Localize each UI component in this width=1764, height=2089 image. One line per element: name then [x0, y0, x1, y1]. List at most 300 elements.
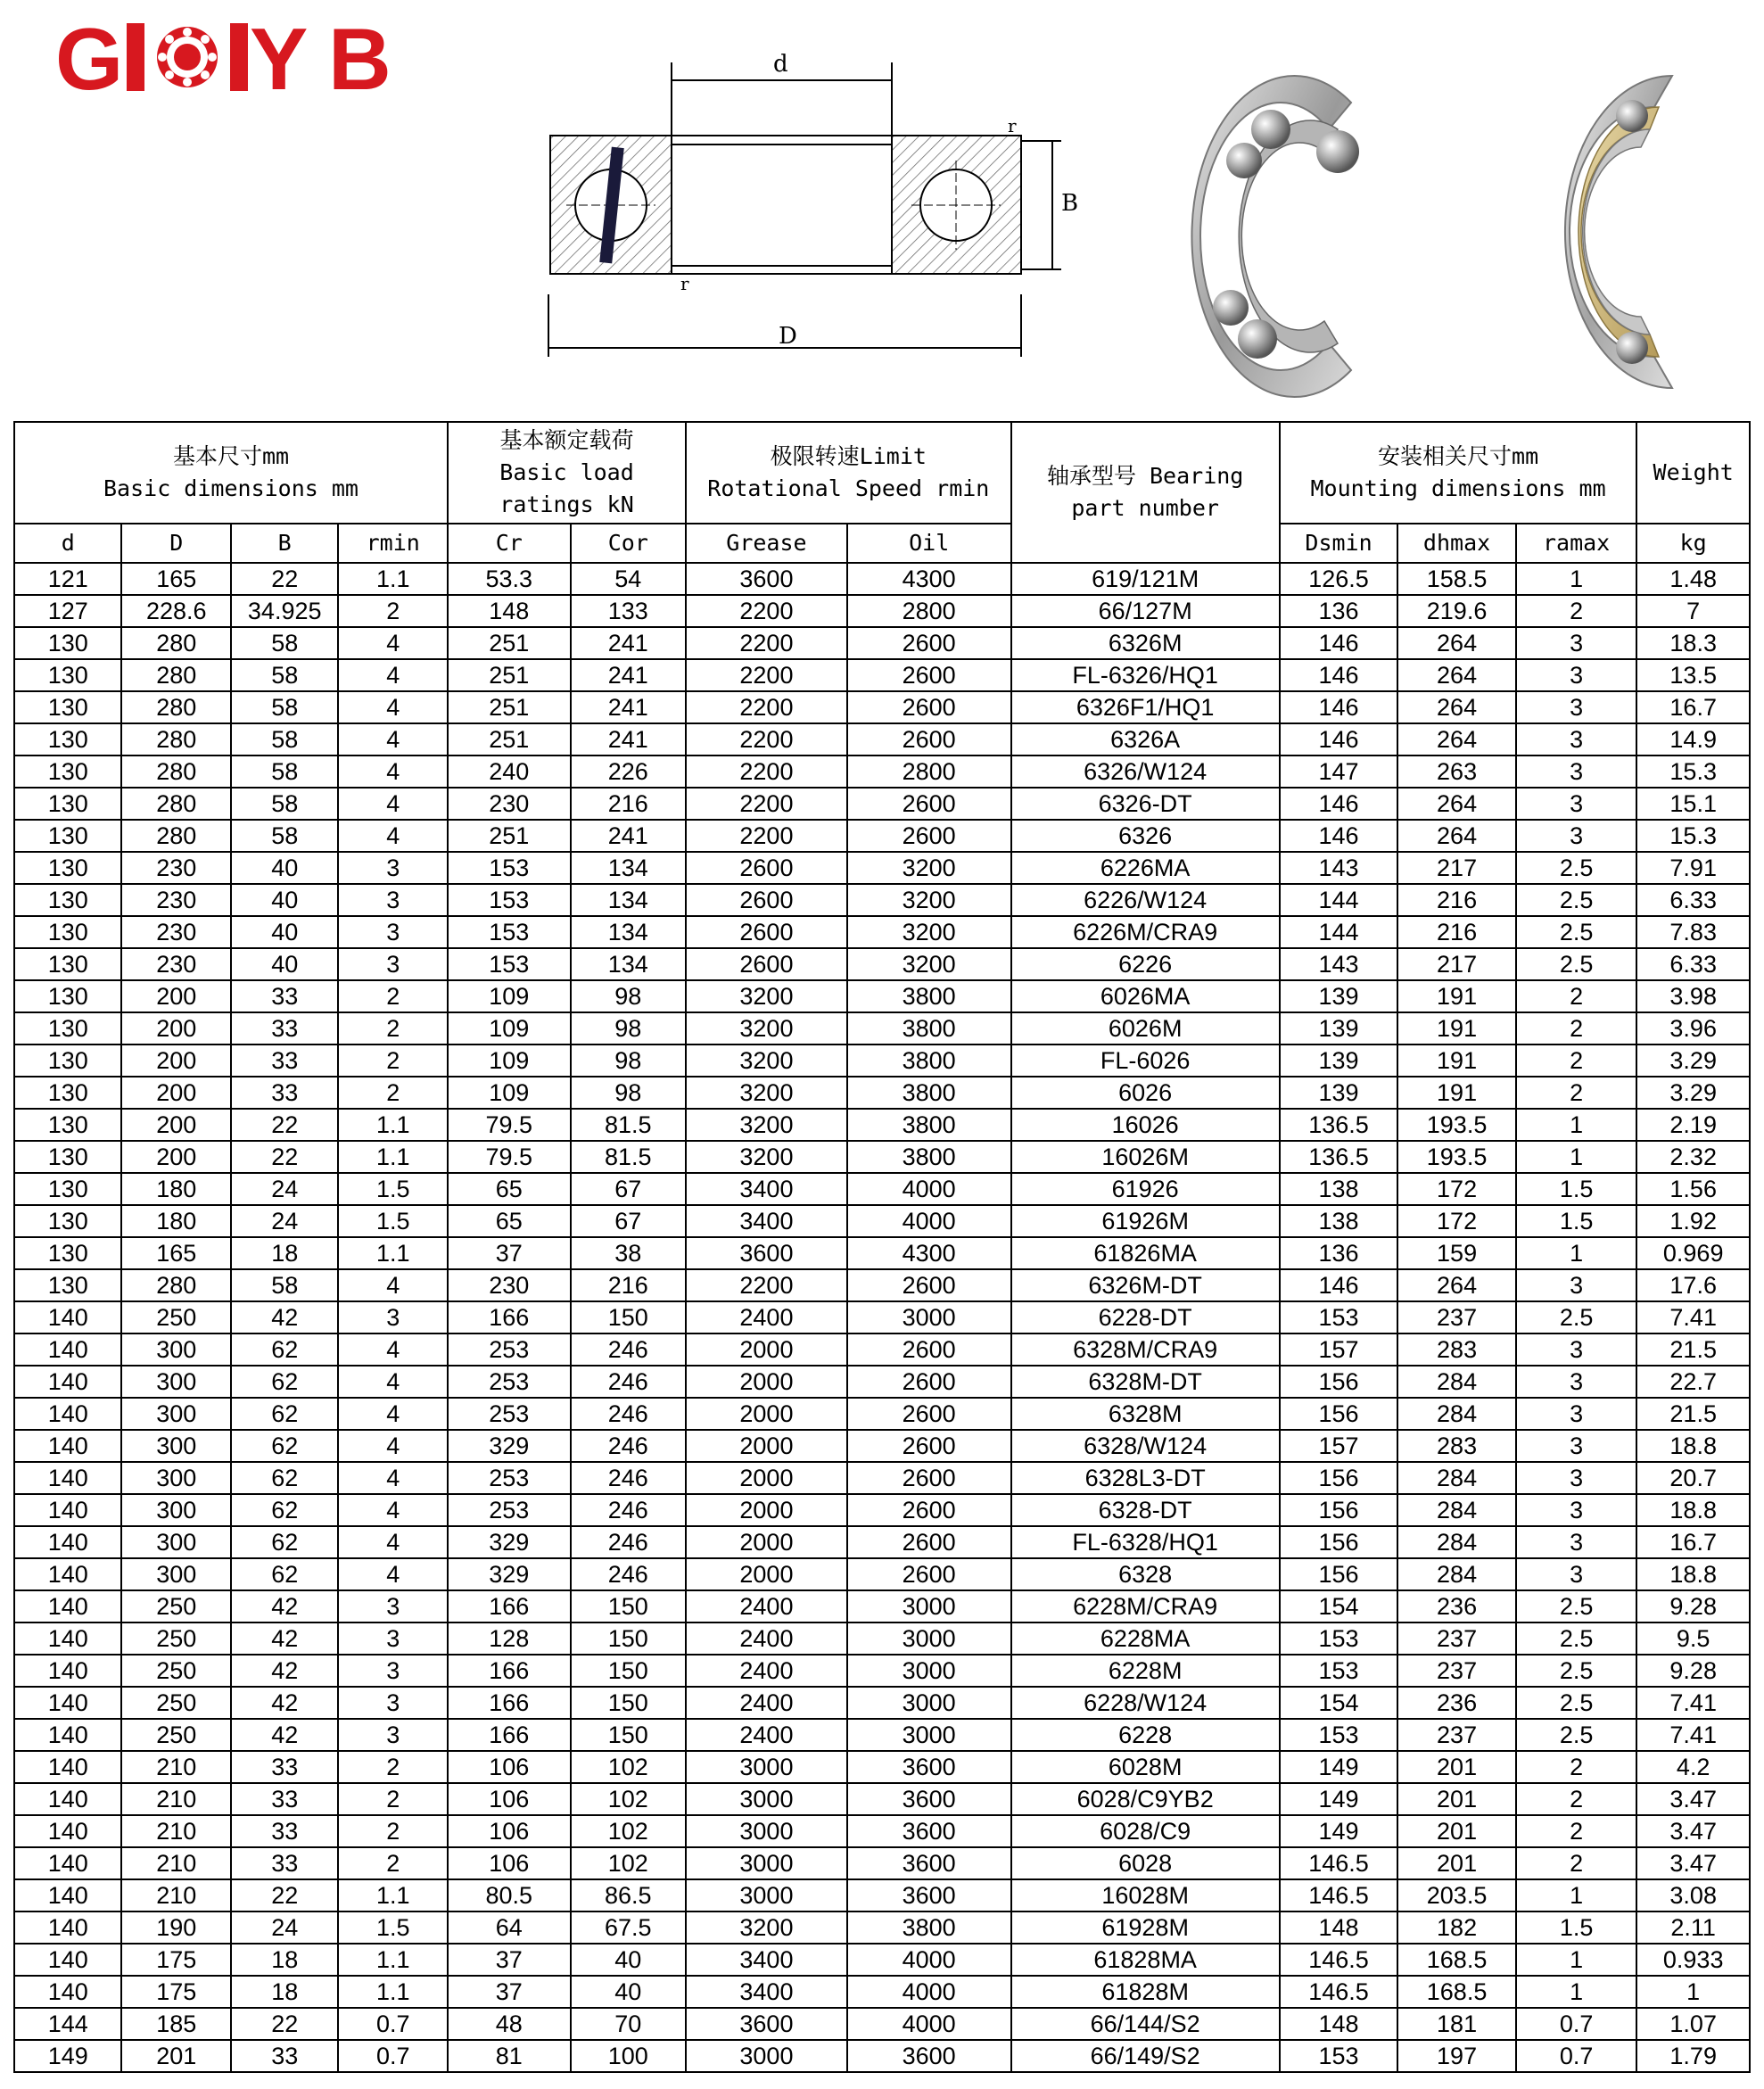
col-d: d [14, 524, 121, 563]
cell-d: 130 [14, 1012, 121, 1044]
cell-cr: 109 [448, 1077, 571, 1109]
cell-oil: 2600 [847, 659, 1011, 691]
cell-grease: 2200 [686, 1269, 847, 1301]
cell-d: 130 [14, 788, 121, 820]
cell-d: 140 [14, 1558, 121, 1590]
cell-oil: 3000 [847, 1301, 1011, 1333]
cell-cr: 109 [448, 980, 571, 1012]
cell-oil: 3000 [847, 1590, 1011, 1622]
cell-weight: 13.5 [1636, 659, 1750, 691]
cell-oil: 3800 [847, 1077, 1011, 1109]
cell-part-number: 6228M [1011, 1655, 1280, 1687]
cell-oil: 4000 [847, 2008, 1011, 2040]
cell-ramax: 1 [1516, 1944, 1637, 1976]
cell-dsmin: 146 [1280, 659, 1398, 691]
table-row [14, 1462, 1750, 1494]
cell-cr: 166 [448, 1687, 571, 1719]
col-dhmax: dhmax [1397, 524, 1516, 563]
cell-grease: 2400 [686, 1590, 847, 1622]
cell-cr: 329 [448, 1526, 571, 1558]
cell-B: 62 [231, 1398, 338, 1430]
cell-ramax: 2.5 [1516, 916, 1637, 948]
cell-weight: 7.41 [1636, 1687, 1750, 1719]
cell-dsmin: 157 [1280, 1333, 1398, 1366]
cell-B: 18 [231, 1237, 338, 1269]
header-mounting-dimensions: 安装相关尺寸mm Mounting dimensions mm [1280, 422, 1637, 524]
table-row [14, 1109, 1750, 1141]
table-row [14, 852, 1750, 884]
cell-D: 280 [121, 627, 230, 659]
col-oil: Oil [847, 524, 1011, 563]
table-row [14, 1269, 1750, 1301]
cell-oil: 2800 [847, 756, 1011, 788]
table-row [14, 659, 1750, 691]
cell-oil: 3800 [847, 1044, 1011, 1077]
cell-grease: 3000 [686, 1815, 847, 1847]
cell-dsmin: 149 [1280, 1751, 1398, 1783]
cell-B: 33 [231, 2040, 338, 2072]
cell-part-number: 619/121M [1011, 563, 1280, 595]
cell-B: 33 [231, 1012, 338, 1044]
cell-B: 33 [231, 1815, 338, 1847]
cell-B: 62 [231, 1558, 338, 1590]
cell-weight: 1.79 [1636, 2040, 1750, 2072]
cell-d: 130 [14, 980, 121, 1012]
cell-part-number: 6328M [1011, 1398, 1280, 1430]
cell-cor: 150 [571, 1655, 687, 1687]
cell-D: 175 [121, 1976, 230, 2008]
cell-cr: 166 [448, 1719, 571, 1751]
cell-D: 180 [121, 1205, 230, 1237]
cell-D: 300 [121, 1462, 230, 1494]
cell-ramax: 2.5 [1516, 1622, 1637, 1655]
cell-cr: 251 [448, 820, 571, 852]
diagram-label-d: d [773, 51, 788, 78]
cell-d: 140 [14, 1783, 121, 1815]
header-limit-speed: 极限转速Limit Rotational Speed rmin [686, 422, 1010, 524]
cell-cor: 241 [571, 691, 687, 723]
cell-cor: 100 [571, 2040, 687, 2072]
cell-weight: 18.3 [1636, 627, 1750, 659]
cell-d: 140 [14, 1815, 121, 1847]
cell-cor: 246 [571, 1494, 687, 1526]
cell-part-number: FL-6026 [1011, 1044, 1280, 1077]
cell-cor: 81.5 [571, 1141, 687, 1173]
cell-dsmin: 144 [1280, 884, 1398, 916]
cell-dsmin: 138 [1280, 1173, 1398, 1205]
cell-ramax: 1 [1516, 563, 1637, 595]
cell-weight: 2.19 [1636, 1109, 1750, 1141]
cell-ramax: 0.7 [1516, 2008, 1637, 2040]
cell-ramax: 2.5 [1516, 852, 1637, 884]
cell-rmin: 1.1 [338, 1237, 448, 1269]
cell-cr: 106 [448, 1783, 571, 1815]
bearing-photo-steel-cage [1137, 49, 1396, 424]
cell-dsmin: 156 [1280, 1526, 1398, 1558]
diagram-label-B: B [1061, 190, 1079, 217]
cell-part-number: 6326A [1011, 723, 1280, 756]
cell-oil: 3200 [847, 948, 1011, 980]
cell-part-number: 66/149/S2 [1011, 2040, 1280, 2072]
cell-dsmin: 146 [1280, 820, 1398, 852]
cell-rmin: 3 [338, 916, 448, 948]
cell-oil: 2600 [847, 627, 1011, 659]
cell-D: 300 [121, 1526, 230, 1558]
cell-D: 210 [121, 1815, 230, 1847]
cell-d: 130 [14, 948, 121, 980]
cell-oil: 3000 [847, 1655, 1011, 1687]
cell-cr: 153 [448, 948, 571, 980]
cell-cor: 241 [571, 820, 687, 852]
cell-ramax: 2 [1516, 1847, 1637, 1879]
cell-weight: 2.11 [1636, 1911, 1750, 1944]
cell-part-number: 61828MA [1011, 1944, 1280, 1976]
table-row [14, 1173, 1750, 1205]
cell-d: 130 [14, 1269, 121, 1301]
cell-ramax: 2 [1516, 980, 1637, 1012]
cell-B: 22 [231, 1109, 338, 1141]
cell-grease: 2200 [686, 820, 847, 852]
cell-rmin: 3 [338, 1719, 448, 1751]
svg-text:G: G [55, 10, 124, 108]
cell-cor: 246 [571, 1430, 687, 1462]
cell-part-number: 66/144/S2 [1011, 2008, 1280, 2040]
cell-D: 250 [121, 1655, 230, 1687]
table-row [14, 1751, 1750, 1783]
cell-weight: 3.47 [1636, 1783, 1750, 1815]
table-row [14, 1879, 1750, 1911]
cell-rmin: 0.7 [338, 2008, 448, 2040]
col-kg: kg [1636, 524, 1750, 563]
cell-grease: 3200 [686, 980, 847, 1012]
cell-d: 140 [14, 1719, 121, 1751]
cell-cr: 106 [448, 1751, 571, 1783]
cell-weight: 18.8 [1636, 1430, 1750, 1462]
table-row [14, 1077, 1750, 1109]
cell-ramax: 3 [1516, 1558, 1637, 1590]
cell-oil: 3800 [847, 1141, 1011, 1173]
cell-grease: 2200 [686, 723, 847, 756]
cell-D: 230 [121, 916, 230, 948]
cell-d: 130 [14, 852, 121, 884]
cell-rmin: 3 [338, 1622, 448, 1655]
cell-cor: 98 [571, 980, 687, 1012]
cell-ramax: 0.7 [1516, 2040, 1637, 2072]
cell-cor: 54 [571, 563, 687, 595]
cell-d: 140 [14, 1526, 121, 1558]
cell-dsmin: 146.5 [1280, 1847, 1398, 1879]
cell-ramax: 2 [1516, 1012, 1637, 1044]
cell-oil: 2600 [847, 788, 1011, 820]
cell-part-number: 6328M-DT [1011, 1366, 1280, 1398]
cell-grease: 3200 [686, 1077, 847, 1109]
table-row [14, 756, 1750, 788]
cell-grease: 3200 [686, 1141, 847, 1173]
cell-part-number: 6028 [1011, 1847, 1280, 1879]
cell-dhmax: 284 [1397, 1462, 1516, 1494]
cell-B: 33 [231, 1847, 338, 1879]
cell-weight: 3.08 [1636, 1879, 1750, 1911]
cell-rmin: 1.1 [338, 1976, 448, 2008]
cell-dhmax: 181 [1397, 2008, 1516, 2040]
cell-grease: 3600 [686, 1237, 847, 1269]
cell-part-number: 6326M-DT [1011, 1269, 1280, 1301]
table-row [14, 916, 1750, 948]
cell-rmin: 2 [338, 1077, 448, 1109]
cell-B: 58 [231, 820, 338, 852]
cell-B: 58 [231, 756, 338, 788]
cell-part-number: 6226/W124 [1011, 884, 1280, 916]
cell-cr: 80.5 [448, 1879, 571, 1911]
cell-D: 228.6 [121, 595, 230, 627]
cell-oil: 2600 [847, 1430, 1011, 1462]
cell-rmin: 3 [338, 1301, 448, 1333]
cell-oil: 4000 [847, 1173, 1011, 1205]
header-basic-dimensions: 基本尺寸mm Basic dimensions mm [14, 422, 448, 524]
cell-dsmin: 157 [1280, 1430, 1398, 1462]
cell-cor: 70 [571, 2008, 687, 2040]
cell-cor: 98 [571, 1077, 687, 1109]
cell-part-number: 6328M/CRA9 [1011, 1333, 1280, 1366]
cell-D: 230 [121, 948, 230, 980]
cell-oil: 4300 [847, 1237, 1011, 1269]
cell-oil: 3800 [847, 1911, 1011, 1944]
cell-rmin: 2 [338, 1044, 448, 1077]
cell-D: 300 [121, 1494, 230, 1526]
cell-ramax: 3 [1516, 1269, 1637, 1301]
cell-B: 24 [231, 1205, 338, 1237]
cell-d: 140 [14, 1301, 121, 1333]
table-row [14, 1398, 1750, 1430]
cell-D: 250 [121, 1301, 230, 1333]
cell-dhmax: 191 [1397, 1012, 1516, 1044]
table-row [14, 1205, 1750, 1237]
cell-B: 62 [231, 1366, 338, 1398]
cell-grease: 3400 [686, 1173, 847, 1205]
cell-dsmin: 136 [1280, 1237, 1398, 1269]
cell-ramax: 3 [1516, 820, 1637, 852]
cell-cor: 102 [571, 1783, 687, 1815]
cell-part-number: FL-6326/HQ1 [1011, 659, 1280, 691]
cell-part-number: 6228 [1011, 1719, 1280, 1751]
cell-cr: 253 [448, 1494, 571, 1526]
cell-d: 140 [14, 1430, 121, 1462]
cell-grease: 2400 [686, 1719, 847, 1751]
cell-grease: 2200 [686, 627, 847, 659]
cell-rmin: 2 [338, 1783, 448, 1815]
cell-oil: 3600 [847, 1879, 1011, 1911]
cell-B: 18 [231, 1976, 338, 2008]
table-row [14, 2040, 1750, 2072]
cell-B: 42 [231, 1655, 338, 1687]
cell-weight: 3.29 [1636, 1044, 1750, 1077]
cell-dsmin: 149 [1280, 1815, 1398, 1847]
col-D: D [121, 524, 230, 563]
cell-dhmax: 263 [1397, 756, 1516, 788]
cell-grease: 2200 [686, 691, 847, 723]
cell-B: 58 [231, 691, 338, 723]
cell-d: 140 [14, 1911, 121, 1944]
cell-grease: 2400 [686, 1655, 847, 1687]
cell-dhmax: 201 [1397, 1783, 1516, 1815]
cell-D: 185 [121, 2008, 230, 2040]
cell-part-number: 16026M [1011, 1141, 1280, 1173]
cell-grease: 3400 [686, 1944, 847, 1976]
cell-B: 40 [231, 916, 338, 948]
cell-cor: 134 [571, 948, 687, 980]
cell-ramax: 1.5 [1516, 1205, 1637, 1237]
cell-dhmax: 236 [1397, 1590, 1516, 1622]
cell-B: 24 [231, 1173, 338, 1205]
cell-oil: 2600 [847, 1269, 1011, 1301]
cell-cor: 216 [571, 1269, 687, 1301]
col-rmin: rmin [338, 524, 448, 563]
cell-dhmax: 284 [1397, 1366, 1516, 1398]
cell-B: 22 [231, 1879, 338, 1911]
cell-B: 42 [231, 1622, 338, 1655]
cell-dhmax: 159 [1397, 1237, 1516, 1269]
cell-dsmin: 153 [1280, 1655, 1398, 1687]
cell-weight: 9.28 [1636, 1655, 1750, 1687]
cell-oil: 4000 [847, 1976, 1011, 2008]
cell-D: 300 [121, 1398, 230, 1430]
cell-grease: 3000 [686, 1847, 847, 1879]
cell-ramax: 2 [1516, 1815, 1637, 1847]
col-cr: Cr [448, 524, 571, 563]
cell-B: 18 [231, 1944, 338, 1976]
cell-rmin: 1.5 [338, 1205, 448, 1237]
cell-weight: 3.98 [1636, 980, 1750, 1012]
cell-rmin: 1.1 [338, 1944, 448, 1976]
cell-ramax: 3 [1516, 1494, 1637, 1526]
cell-weight: 21.5 [1636, 1398, 1750, 1430]
cell-weight: 3.96 [1636, 1012, 1750, 1044]
cell-dsmin: 148 [1280, 2008, 1398, 2040]
cell-part-number: 61828M [1011, 1976, 1280, 2008]
cell-cr: 79.5 [448, 1109, 571, 1141]
cell-D: 210 [121, 1847, 230, 1879]
cell-part-number: 16026 [1011, 1109, 1280, 1141]
cell-ramax: 3 [1516, 627, 1637, 659]
cell-ramax: 1 [1516, 1976, 1637, 2008]
cell-cor: 98 [571, 1044, 687, 1077]
cell-dhmax: 264 [1397, 691, 1516, 723]
header-weight: Weight [1636, 422, 1750, 524]
cell-dsmin: 147 [1280, 756, 1398, 788]
cell-part-number: 6328L3-DT [1011, 1462, 1280, 1494]
cell-weight: 3.47 [1636, 1847, 1750, 1879]
cell-weight: 3.47 [1636, 1815, 1750, 1847]
cell-cr: 251 [448, 659, 571, 691]
cell-rmin: 4 [338, 1558, 448, 1590]
cell-cor: 40 [571, 1976, 687, 2008]
cell-rmin: 4 [338, 756, 448, 788]
cell-dhmax: 264 [1397, 820, 1516, 852]
cell-dhmax: 191 [1397, 1077, 1516, 1109]
cell-cr: 106 [448, 1847, 571, 1879]
cell-weight: 17.6 [1636, 1269, 1750, 1301]
table-row [14, 1847, 1750, 1879]
cell-dhmax: 237 [1397, 1719, 1516, 1751]
cell-B: 58 [231, 788, 338, 820]
table-row [14, 1430, 1750, 1462]
cell-B: 40 [231, 884, 338, 916]
cell-cor: 246 [571, 1333, 687, 1366]
cell-weight: 20.7 [1636, 1462, 1750, 1494]
cell-grease: 3000 [686, 1783, 847, 1815]
cell-ramax: 2 [1516, 1077, 1637, 1109]
cell-weight: 1.92 [1636, 1205, 1750, 1237]
cell-oil: 2600 [847, 1366, 1011, 1398]
cell-d: 130 [14, 691, 121, 723]
cell-dsmin: 146 [1280, 788, 1398, 820]
cell-weight: 7.41 [1636, 1719, 1750, 1751]
cell-rmin: 4 [338, 1269, 448, 1301]
cell-grease: 2000 [686, 1366, 847, 1398]
cell-weight: 16.7 [1636, 1526, 1750, 1558]
cell-part-number: 6226M/CRA9 [1011, 916, 1280, 948]
cell-dhmax: 197 [1397, 2040, 1516, 2072]
cell-ramax: 3 [1516, 756, 1637, 788]
cell-D: 250 [121, 1687, 230, 1719]
table-row [14, 948, 1750, 980]
cell-dsmin: 153 [1280, 1622, 1398, 1655]
col-grease: Grease [686, 524, 847, 563]
cell-ramax: 3 [1516, 691, 1637, 723]
cell-ramax: 3 [1516, 1366, 1637, 1398]
cell-B: 40 [231, 852, 338, 884]
diagram-label-r-top: r [1008, 115, 1017, 136]
cell-cr: 37 [448, 1944, 571, 1976]
cell-rmin: 3 [338, 884, 448, 916]
cell-B: 62 [231, 1462, 338, 1494]
cell-rmin: 4 [338, 1430, 448, 1462]
table-row [14, 1044, 1750, 1077]
cell-weight: 22.7 [1636, 1366, 1750, 1398]
diagram-label-r-bottom: r [680, 273, 689, 294]
cell-cor: 102 [571, 1847, 687, 1879]
cell-cor: 246 [571, 1462, 687, 1494]
cell-cr: 253 [448, 1462, 571, 1494]
cell-d: 144 [14, 2008, 121, 2040]
cell-part-number: 6026MA [1011, 980, 1280, 1012]
cell-cor: 134 [571, 916, 687, 948]
cell-grease: 2000 [686, 1462, 847, 1494]
cell-oil: 3800 [847, 1109, 1011, 1141]
cell-part-number: 6028/C9YB2 [1011, 1783, 1280, 1815]
cell-grease: 3400 [686, 1205, 847, 1237]
cell-B: 42 [231, 1687, 338, 1719]
cell-cr: 65 [448, 1205, 571, 1237]
cell-ramax: 2.5 [1516, 1719, 1637, 1751]
cell-cor: 134 [571, 852, 687, 884]
cell-dhmax: 264 [1397, 723, 1516, 756]
cell-cr: 128 [448, 1622, 571, 1655]
cell-ramax: 3 [1516, 1462, 1637, 1494]
cell-part-number: 6228MA [1011, 1622, 1280, 1655]
cell-part-number: 6326/W124 [1011, 756, 1280, 788]
cell-weight: 14.9 [1636, 723, 1750, 756]
cell-dsmin: 143 [1280, 948, 1398, 980]
cell-part-number: 6228M/CRA9 [1011, 1590, 1280, 1622]
cell-ramax: 3 [1516, 1430, 1637, 1462]
cell-oil: 4300 [847, 563, 1011, 595]
cell-oil: 3200 [847, 852, 1011, 884]
cell-B: 33 [231, 1751, 338, 1783]
cell-oil: 2600 [847, 1398, 1011, 1430]
cell-D: 280 [121, 788, 230, 820]
cell-oil: 2600 [847, 1462, 1011, 1494]
